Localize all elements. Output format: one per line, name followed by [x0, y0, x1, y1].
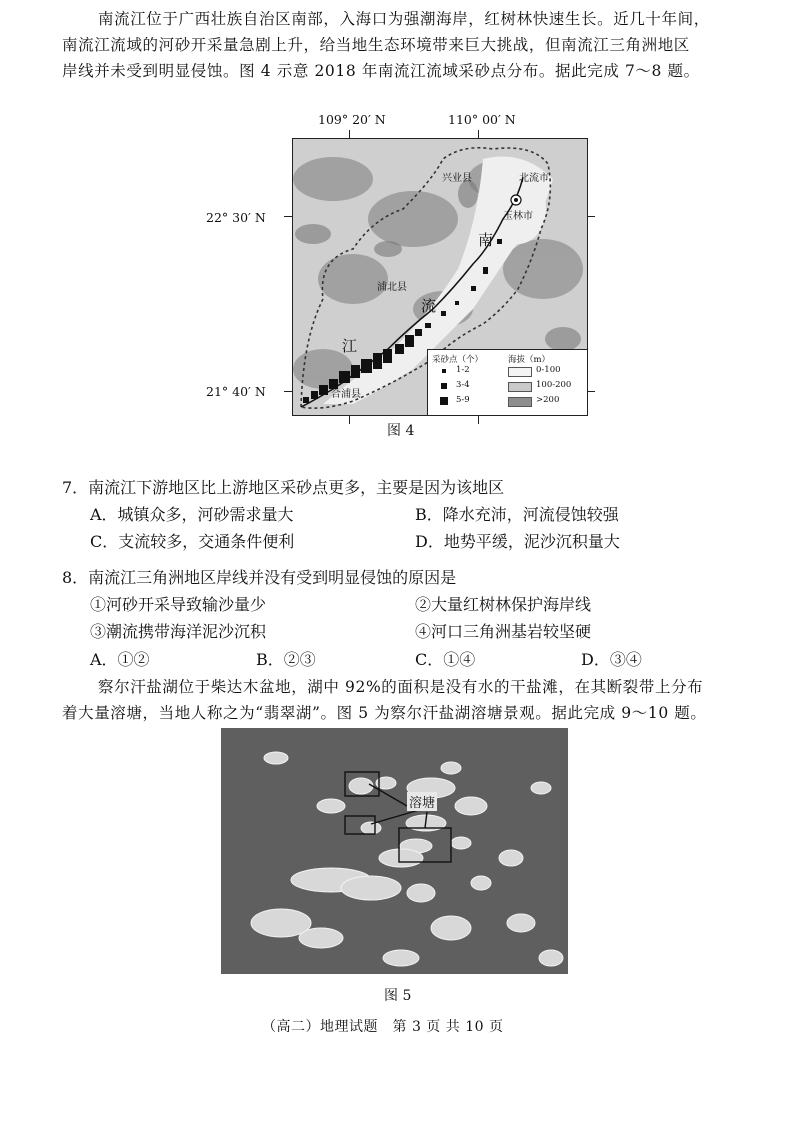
coord-left-lower: 21° 40′ N [206, 384, 266, 399]
intro-line-1: 南流江位于广西壮族自治区南部，入海口为强潮海岸，红树林快速生长。近几十年间， [98, 10, 710, 28]
salt-lake-photo [221, 728, 568, 974]
intro2-line-1: 察尔汗盐湖位于柴达木盆地，湖中 92%的面积是没有水的干盐滩，在其断裂带上分布 [98, 678, 704, 696]
figure-4-caption: 图 4 [387, 423, 415, 439]
q8-option-b[interactable]: B．②③ [256, 650, 316, 669]
intro-line-2: 南流江流域的河砂开采量急剧上升，给当地生态环境带来巨大挑战，但南流江三角洲地区 [62, 36, 690, 54]
q8-statement-1: ①河砂开采导致输沙量少 [90, 595, 267, 614]
nanliujiang-map [292, 138, 588, 416]
q7-option-b[interactable]: B．降水充沛，河流侵蚀较强 [415, 505, 619, 524]
map-legend [427, 349, 588, 416]
legend-elev-title: 海拔（m） [508, 355, 551, 365]
photo-label-rongtang: 溶塘 [407, 792, 437, 811]
q8-statement-2: ②大量红树林保护海岸线 [415, 595, 592, 614]
q7-option-a[interactable]: A．城镇众多，河砂需求量大 [90, 505, 294, 524]
figure-5-caption: 图 5 [384, 988, 412, 1004]
label-beiliu: 北流市 [519, 173, 549, 184]
legend-points-title: 采砂点（个） [432, 355, 484, 365]
q7-stem: 7．南流江下游地区比上游地区采砂点更多，主要是因为该地区 [62, 478, 505, 497]
intro-line-3: 岸线并未受到明显侵蚀。图 4 示意 2018 年南流江流域采砂点分布。据此完成 7～8 题。 [62, 62, 700, 80]
label-river-3: 江 [342, 337, 358, 355]
q7-option-d[interactable]: D．地势平缓，泥沙沉积量大 [415, 532, 620, 551]
coord-left-upper: 22° 30′ N [206, 210, 266, 225]
q8-option-c[interactable]: C．①④ [415, 650, 476, 669]
q8-option-d[interactable]: D．③④ [581, 650, 642, 669]
q8-option-a[interactable]: A．①② [90, 650, 150, 669]
legend-points-3: 5-9 [456, 395, 470, 405]
label-yulin: 玉林市 [503, 211, 533, 222]
legend-elev-2: 100-200 [536, 380, 572, 390]
label-hepu: 合浦县 [331, 389, 361, 400]
q8-stem: 8．南流江三角洲地区岸线并没有受到明显侵蚀的原因是 [62, 568, 457, 587]
legend-elev-3: >200 [536, 395, 560, 405]
label-pubei: 浦北县 [377, 282, 407, 293]
legend-elev-1: 0-100 [536, 365, 561, 375]
photo-graphic [221, 728, 568, 974]
intro2-line-2: 着大量溶塘，当地人称之为“翡翠湖”。图 5 为察尔汗盐湖溶塘景观。据此完成 9～10 题。 [62, 704, 707, 722]
q7-option-c[interactable]: C．支流较多，交通条件便利 [90, 532, 295, 551]
q8-statement-4: ④河口三角洲基岩较坚硬 [415, 622, 592, 641]
label-river-2: 流 [421, 297, 437, 315]
coord-top-left: 109° 20′ N [318, 112, 386, 127]
legend-points-2: 3-4 [456, 380, 470, 390]
coord-top-right: 110° 00′ N [448, 112, 516, 127]
label-xingye: 兴业县 [442, 173, 472, 184]
legend-points-1: 1-2 [456, 365, 470, 375]
page-footer: （高二）地理试题 第 3 页 共 10 页 [262, 1019, 504, 1035]
q8-statement-3: ③潮流携带海洋泥沙沉积 [90, 622, 267, 641]
label-river-1: 南 [478, 231, 494, 249]
